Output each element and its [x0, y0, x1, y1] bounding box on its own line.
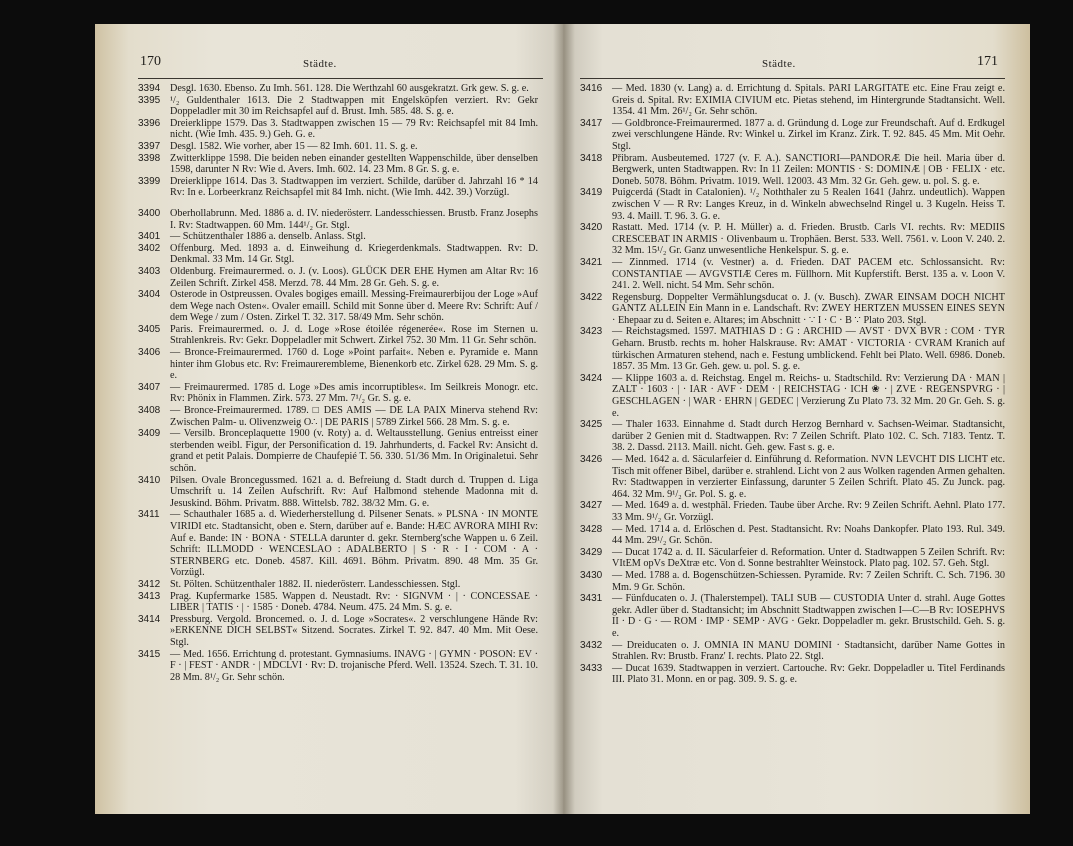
entry-text: — Schützenthaler 1886 a. denselb. Anlass. Stgl.	[170, 231, 366, 243]
entry-text: Rastatt. Med. 1714 (v. P. H. Müller) a. d. Frieden. Brustb. Carls VI. rechts. Rv: MEDIIS CRESCEBAT IN ARMIS · Olivenbaum u. Trophäen. Berst. 533. Well. 7561. v. Loon V. 240. 2. 32 Mm. 15¹/₂ Gr. Ganz unwesentliche Henkelspur. S. g. e.	[612, 222, 1005, 257]
entry-text: — Klippe 1603 a. d. Reichstag. Engel m. Reichs- u. Stadtschild. Rv: Verzierung DA · MAN | ZALT · 1603 · | · IAR · AVF · DEM · | REICHSTAG · ICH ❀ · | ZVE · REGENSPVRG · | GESCHLAGEN · | WAR · EHRN | GEDEC | Verzierung Zu Plato 73. 32 Mm. 20 Gr. Geh. S. g. e.	[612, 372, 1005, 419]
open-book	[95, 24, 1030, 814]
entry-text: Desgl. 1582. Wie vorher, aber 15 — 82 Imh. 601. 11. S. g. e.	[170, 140, 418, 152]
catalogue-entry	[580, 593, 1005, 639]
entry-number: 3413	[138, 590, 161, 602]
entry-text: — Med. 1788 a. d. Bogenschützen-Schiessen. Pyramide. Rv: 7 Zeilen Schrift. C. Sch. 7196. 30 Mm. 9 Gr. Schön.	[612, 569, 1005, 593]
entry-text: Osterode in Ostpreussen. Ovales bogiges emaill. Messing-Freimaurerbijou der Loge »Auf dem Wege nach Osten«. Ovaler emaill. Schild mit Sonne über d. Meere Rv: Schrift: Auf / dem Wege / zum / Osten. Zirkel T. 32. 317. 58/49 Mm. Sehr schön.	[170, 289, 538, 324]
entry-text: St. Pölten. Schützenthaler 1882. II. niederösterr. Landesschiessen. Stgl.	[170, 578, 461, 590]
catalogue-entry	[138, 289, 538, 324]
entry-number: 3394	[138, 83, 161, 94]
catalogue-entry	[138, 153, 538, 176]
entry-number: 3414	[138, 613, 161, 625]
entry-number: 3395	[138, 94, 161, 106]
catalogue-entry	[138, 591, 538, 614]
entry-text: — Freimaurermed. 1785 d. Loge »Des amis incorruptibles«. Im Seilkreis Monogr. etc. Rv: Phönix in Flammen. Zirk. 573. 27 Mm. 7¹/₂ Gr. S. g. e.	[170, 381, 538, 405]
catalogue-entry	[580, 292, 1005, 327]
entry-number: 3402	[138, 242, 161, 254]
entry-text: Oldenburg. Freimaurermed. o. J. (v. Loos). GLÜCK DER EHE Hymen am Altar Rv: 16 Zeilen Schrift. Zirkel 458. Merzd. 78. 44 Mm. 28 Gr. Geh. S. g. e.	[170, 265, 538, 289]
entry-number: 3422	[580, 291, 603, 303]
catalogue-entry	[138, 141, 538, 153]
entry-number: 3429	[580, 546, 603, 558]
entry-number: 3417	[580, 117, 603, 129]
entry-text: Dreierklippe 1579. Das 3. Stadtwappen zwischen 15 — 79 Rv: Reichsapfel mit 84 Imh. nicht. (Wie Imh. 435. 9.) Geh. G. e.	[170, 117, 538, 141]
catalogue-entry	[580, 222, 1005, 257]
entry-text: Zwitterklippe 1598. Die beiden neben einander gestellten Wappenschilde, über denselben 1598, darunter N Rv: Wie d. Avers. Imh. 602. 14. 23 Mm. 8 Gr. S. g. e.	[170, 152, 538, 176]
catalogue-entry	[138, 428, 538, 474]
catalogue-entry	[138, 95, 538, 118]
entry-number: 3427	[580, 500, 603, 512]
entry-text: — Schauthaler 1685 a. d. Wiederherstellung d. Pilsener Senats. » PLSNA · IN MONTE VIRIDI etc. Stadtansicht, oben e. Stern, darüber auf e. Bande: HÆC AVRORA MIHI Rv: Auf e. Bande: IN · BONA · STELLA darunter d. gekr. Sternberg'sche Wappen u. 6 Zeil. Schrift: ILLMODD · WENCESLAO : ADALBERTO | S · R · I · COM · A · STERNBERG etc. Doneb. 4587. Kill. 4691. Böhm. Privatm. 890. 48 Mm. 35 Gr. Vorzügl.	[170, 509, 538, 579]
catalogue-entry	[580, 419, 1005, 454]
entry-text: — Med. 1714 a. d. Erlöschen d. Pest. Stadtansicht. Rv: Noahs Dankopfer. Plato 193. Rul. 349. 44 Mm. 29¹/₂ Gr. Schön.	[612, 523, 1005, 547]
entry-number: 3432	[580, 639, 603, 651]
entry-text: — Bronce-Freimaurermed. 1789. □ DES AMIS — DE LA PAIX Minerva stehend Rv: Zwischen Palm- u. Olivenzweig O∴ | DE PARIS | 5789 Zirkel 566. 28 Mm. S. g. e.	[170, 405, 538, 428]
entry-number: 3396	[138, 117, 161, 129]
entry-number: 3418	[580, 152, 603, 164]
entry-number: 3411	[138, 509, 160, 521]
catalogue-entry	[138, 382, 538, 405]
entry-text: Offenburg. Med. 1893 a. d. Einweihung d. Kriegerdenkmals. Stadtwappen. Rv: D. Denkmal. 33 Mm. 14 Gr. Stgl.	[170, 242, 538, 266]
running-head: Städte.	[303, 58, 337, 70]
catalogue-entry	[580, 524, 1005, 547]
catalogue-entry	[138, 231, 538, 243]
catalogue-entry	[580, 326, 1005, 372]
catalogue-entry	[138, 405, 538, 428]
entry-number: 3428	[580, 523, 603, 535]
entry-number: 3430	[580, 569, 603, 581]
entry-text: Regensburg. Doppelter Vermählungsducat o. J. (v. Busch). ZWAR EINSAM DOCH NICHT GANTZ ALLEIN Ein Mann in e. Landschaft. Rv: ZWEY HERTZEN MUSSEN EINES SEYN · Ehepaar zu d. Seiten e. Altares; im Abschnitt · ∵ I · C · B ∵ Plato 203. Stgl.	[612, 291, 1005, 326]
entry-number: 3423	[580, 326, 603, 338]
catalogue-entry	[138, 176, 538, 199]
left-page	[95, 24, 563, 814]
catalogue-entries	[580, 83, 1005, 686]
entry-number: 3410	[138, 474, 161, 486]
catalogue-entry	[138, 324, 538, 347]
catalogue-entry	[580, 663, 1005, 686]
entry-number: 3426	[580, 454, 603, 465]
catalogue-entry	[580, 83, 1005, 118]
entry-text: — Med. 1830 (v. Lang) a. d. Errichtung d. Spitals. PARI LARGITATE etc. Eine Frau zeigt e. Greis d. Spital. Rv: EXIMIA CIVIUM etc. Pietas stehend, im Hintergrunde Stadtansicht. Well. 1354. 41 Mm. 26¹/₂ Gr. Sehr schön.	[612, 83, 1005, 118]
catalogue-entry	[580, 547, 1005, 570]
entry-number: 3415	[138, 648, 161, 660]
entry-number: 3425	[580, 419, 603, 431]
entry-number: 3431	[580, 593, 603, 605]
entry-text: Přibram. Ausbeutemed. 1727 (v. F. A.). SANCTIORI—PANDORÆ Die heil. Maria über d. Bergwerk, unten Stadtwappen. Rv: In 11 Zeilen: MONTIS · S: DOMINÆ | OB · FELIX · etc. Doneb. 5078. Böhm. Privatm. 1019. Well. 12003. 43 Mm. 32 Gr. Geh. gew. u. pol. S. g. e.	[612, 152, 1005, 187]
entry-text: Pressburg. Vergold. Broncemed. o. J. d. Loge »Socrates«. 2 verschlungene Hände Rv: »ERKENNE DICH SELBST« Sitzend. Socrates. Zirkel T. 92. 847. 40 Mm. Mit Oese. Stgl.	[170, 613, 538, 648]
entry-text: Desgl. 1630. Ebenso. Zu Imh. 561. 128. Die Werthzahl 60 ausgekratzt. Grk gew. S. g. e.	[170, 83, 529, 94]
entry-number: 3416	[580, 83, 603, 94]
entry-text: — Bronce-Freimaurermed. 1760 d. Loge »Point parfait«. Neben e. Pyramide e. Mann hinter ihm Globus etc. Rv: Freimaurerembleme, Bienenkorb etc. Zirkel 628. 29 Mm. S. g. e.	[170, 347, 538, 382]
running-head: Städte.	[762, 58, 796, 70]
catalogue-entry	[580, 454, 1005, 500]
header-rule	[138, 78, 543, 79]
entry-number: 3398	[138, 152, 161, 164]
catalogue-entry	[138, 347, 538, 382]
catalogue-entry	[138, 579, 538, 591]
entry-text: Puigcerdá (Stadt in Catalonien). ¹/₂ Noththaler zu 5 Realen 1641 (Jahrz. undeutlich). Wappen zwischen V — R Rv: Langes Kreuz, in d. Winkeln abwechselnd Ringel u. 3 Kugeln. Heiss T. 93. 4. Maill. T. 96. 3. G. e.	[612, 187, 1005, 222]
entry-number: 3424	[580, 372, 603, 384]
entry-text: — Fünfducaten o. J. (Thalerstempel). TALI SUB — CUSTODIA Unter d. strahl. Auge Gottes gekr. Adler über d. Stadtansicht; im Abschnitt Stadtwappen zwischen I—C—B Rv: IOSEPHVS II · D · G · — ROM · IMP · SEMP · AVG · Gekr. Doppeladler m. gekr. Brustschild. Geh. S. g. e.	[612, 593, 1005, 639]
entry-text: Dreierklippe 1614. Das 3. Stadtwappen im verziert. Schilde, darüber d. Jahrzahl 16 * 14 Rv: In e. Lorbeerkranz Reichsapfel mit 84 Imh. nicht. (Wie Imh. 442. 39.) Vorzügl.	[170, 175, 538, 199]
entry-text: — Med. 1642 a. d. Säcularfeier d. Einführung d. Reformation. NVN LEVCHT DIS LICHT etc. Tisch mit offener Bibel, darüber e. strahlend. Licht von 2 aus Wolken ragenden Armen gehalten. Rv: Stadtwappen in verzierter Einfassung, darunter 5 Zeilen Schrift. Plato 45. Zu Junck. pag. 464. 32 Mm. 9¹/₂ Gr. Pol. S. g. e.	[612, 454, 1005, 500]
entry-number: 3401	[138, 231, 161, 243]
catalogue-entry	[580, 373, 1005, 419]
catalogue-entry	[138, 475, 538, 510]
entry-number: 3419	[580, 187, 603, 199]
entry-number: 3408	[138, 405, 161, 417]
catalogue-entry	[580, 257, 1005, 292]
catalogue-entries	[138, 83, 538, 683]
catalogue-entry	[580, 153, 1005, 188]
entry-number: 3412	[138, 578, 161, 590]
entry-text: Paris. Freimaurermed. o. J. d. Loge »Rose étoilée régenerée«. Rose im Sternen u. Strahlenkreis. Rv: Gekr. Doppeladler mit Schwert. Zirkel 752. 30 Mm. 11 Gr. Sehr schön.	[170, 323, 538, 347]
catalogue-entry	[138, 208, 538, 231]
entry-number: 3399	[138, 175, 161, 187]
catalogue-entry	[138, 649, 538, 684]
entry-text: — Ducat 1742 a. d. II. Säcularfeier d. Reformation. Unter d. Stadtwappen 5 Zeilen Schrift. Rv: VItEM opVs DeXtræ etc. Von d. Sonne bestrahlter Weinstock. Plato pag. 102. 57. Geh. Stgl.	[612, 546, 1005, 570]
catalogue-entry	[580, 570, 1005, 593]
catalogue-entry	[580, 187, 1005, 222]
entry-text: — Med. 1649 a. d. westphäl. Frieden. Taube über Arche. Rv: 9 Zeilen Schrift. Aehnl. Plato 177. 33 Mm. 9¹/₂ Gr. Vorzügl.	[612, 500, 1005, 523]
entry-text: — Reichstagsmed. 1597. MATHIAS D : G : ARCHID — AVST · DVX BVR : COM · TYR Geharn. Brustb. rechts m. hoher Halskrause. Rv: AMAT · VICTORIA · CVRAM Kranich auf türkischen Armaturen stehend, nach e. Festung umblickend. Fehlt bei Plato. Well. 6986. Doneb. 1857. 35 Mm. 13 Gr. Geh. gew. u. pol. S. g. e.	[612, 326, 1005, 373]
entry-text: — Med. 1656. Errichtung d. protestant. Gymnasiums. INAVG · | GYMN · POSON: EV · F · | FEST · ANDR · | MDCLVI · Rv: D. trojanische Pferd. Well. 13524. Szech. T. 31. 10. 28 Mm. 8¹/₂ Gr. Sehr schön.	[170, 648, 538, 683]
catalogue-entry	[138, 243, 538, 266]
catalogue-entry	[138, 118, 538, 141]
entry-number: 3433	[580, 662, 603, 674]
entry-number: 3400	[138, 207, 161, 219]
entry-text: — Ducat 1639. Stadtwappen in verziert. Cartouche. Rv: Gekr. Doppeladler u. Titel Ferdinands III. Plato 31. Monn. en or pag. 309. 9. S. g. e.	[612, 662, 1005, 686]
entry-number: 3407	[138, 381, 161, 393]
entry-text: Prag. Kupfermarke 1585. Wappen d. Neustadt. Rv: · SIGNVM · | · CONCESSAE · LIBER | TATIS · | · 1585 · Doneb. 4784. Neum. 475. 24 Mm. S. g. e.	[170, 590, 538, 614]
catalogue-entry	[138, 266, 538, 289]
entry-number: 3404	[138, 289, 161, 301]
entry-text: — Thaler 1633. Einnahme d. Stadt durch Herzog Bernhard v. Sachsen-Weimar. Stadtansicht, darüber 2 Genien mit d. Stadtwappen. Rv: 7 Zeilen Schrift. Plato 102. C. Sch. 7183. Tentz. T. 38. 2. Dassd. 2113. Maill. nicht. Geh. gew. Fast s. g. e.	[612, 419, 1005, 454]
catalogue-entry	[580, 500, 1005, 523]
entry-number: 3420	[580, 222, 603, 234]
page-number: 171	[977, 54, 998, 69]
entry-number: 3421	[580, 256, 603, 268]
entry-number: 3406	[138, 347, 161, 359]
entry-text: — Goldbronce-Freimaurermed. 1877 a. d. Gründung d. Loge zur Freundschaft. Auf d. Erdkugel zwei verschlungene Hände. Rv: Winkel u. Zirkel im Kranz. Zirk. T. 92. 845. 45 Mm. Mit Oehr. Stgl.	[612, 117, 1005, 152]
header-rule	[580, 78, 1005, 79]
entry-number: 3397	[138, 140, 161, 152]
entry-text: — Versilb. Bronceplaquette 1900 (v. Roty) a. d. Weltausstellung. Genius entreisst einer sterbenden weibl. Figur, der Personification d. 19. Jahrhunderts, d. Fackel Rv: Ansicht d. grand et petit Palais. Dompierre de Chaufepié T. 56. 330. 51/36 Mm. In Originaletui. Sehr schön.	[170, 428, 538, 474]
catalogue-entry	[138, 614, 538, 649]
entry-text: — Zinnmed. 1714 (v. Vestner) a. d. Frieden. DAT PACEM etc. Schlossansicht. Rv: CONSTANTIAE — AVGVSTIÆ Ceres m. Füllhorn. Mit Kupferstift. Berst. 135 a. v. Loon V. 241. 2. Well. nicht. 54 Mm. Sehr schön.	[612, 256, 1005, 292]
page-number: 170	[140, 54, 161, 69]
catalogue-entry	[138, 83, 538, 95]
entry-text: — Dreiducaten o. J. OMNIA IN MANU DOMINI · Stadtansicht, darüber Name Gottes in Strahlen. Rv: Brustb. Franz' I. rechts. Plato 22. Stgl.	[612, 639, 1005, 663]
catalogue-entry	[138, 509, 538, 579]
entry-number: 3403	[138, 265, 161, 277]
entry-text: ¹/₂ Guldenthaler 1613. Die 2 Stadtwappen mit Engelsköpfen verziert. Rv: Gekr Doppeladler mit 30 im Reichsapfel auf d. Brust. Imh. 585. 48. S. g. e.	[170, 94, 538, 118]
entry-number: 3409	[138, 428, 161, 440]
entry-text: Pilsen. Ovale Broncegussmed. 1621 a. d. Befreiung d. Stadt durch d. Truppen d. Liga Umschrift u. 14 Zeilen Aufschrift. Rv: Auf Halbmond stehende Madonna mit d. Jesuskind. Böhm. Privatm. 888. Wittelsb. 782. 38/32 Mm. G. e.	[170, 474, 538, 509]
right-page	[563, 24, 1030, 814]
entry-text: Oberhollabrunn. Med. 1886 a. d. IV. niederösterr. Landesschiessen. Brustb. Franz Josephs I. Rv: Stadtwappen. 60 Mm. 144¹/₂ Gr. Stgl.	[170, 207, 538, 231]
catalogue-entry	[580, 118, 1005, 153]
entry-number: 3405	[138, 323, 161, 335]
catalogue-entry	[580, 640, 1005, 663]
